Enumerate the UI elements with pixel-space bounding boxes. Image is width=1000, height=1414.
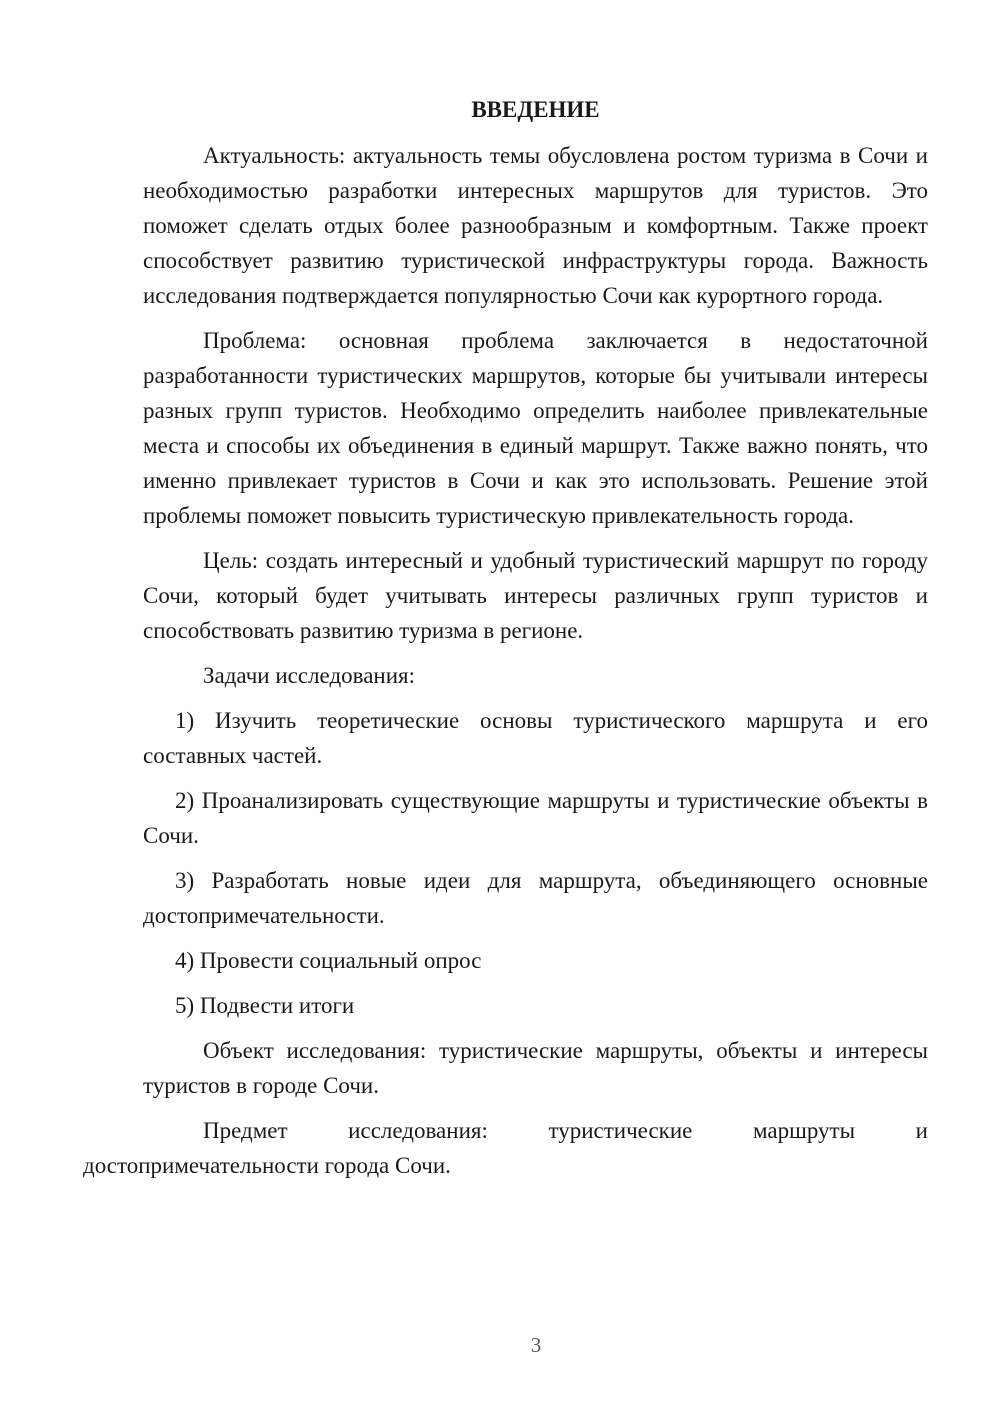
object-paragraph: Объект исследования: туристические маршруты, объекты и интересы туристов в городе Сочи. <box>143 1038 928 1098</box>
subject-paragraph <box>83 1113 928 1183</box>
task-item-1: 1) Изучить теоретические основы туристического маршрута и его составных частей. <box>143 708 928 768</box>
relevance-paragraph: Актуальность: актуальность темы обусловлена ростом туризма в Сочи и необходимостью разработки интересных маршрутов для туристов. Это поможет сделать отдых более разнообразным и комфортным. Также проект способствует развитию туристической инфраструктуры города. Важность исследования подтверждается популярностью Сочи как курортного города. <box>143 143 928 308</box>
task-item-4: 4) Провести социальный опрос <box>175 948 482 973</box>
subject-line-1: Предмет исследования: туристические маршруты и <box>203 1118 928 1143</box>
task-item-5: 5) Подвести итоги <box>175 993 355 1018</box>
task-item-3: 3) Разработать новые идеи для маршрута, объединяющего основные достопримечательности. <box>143 868 928 928</box>
task-item-2: 2) Проанализировать существующие маршруты и туристические объекты в Сочи. <box>143 788 928 848</box>
goal-paragraph: Цель: создать интересный и удобный туристический маршрут по городу Сочи, который будет учитывать интересы различных групп туристов и способствовать развитию туризма в регионе. <box>143 548 928 643</box>
subject-line-2: достопримечательности города Сочи. <box>83 1153 451 1178</box>
problem-paragraph: Проблема: основная проблема заключается в недостаточной разработанности туристических маршрутов, которые бы учитывали интересы разных групп туристов. Необходимо определить наиболее привлекательные места и способы их объединения в единый маршрут. Также важно понять, что именно привлекает туристов в Сочи и как это использовать. Решение этой проблемы поможет повысить туристическую привлекательность города. <box>143 328 928 528</box>
page-title: ВВЕДЕНИЕ <box>471 97 600 122</box>
tasks-heading: Задачи исследования: <box>203 663 416 688</box>
page-number: 3 <box>530 1333 542 1357</box>
page-content <box>83 95 928 1183</box>
